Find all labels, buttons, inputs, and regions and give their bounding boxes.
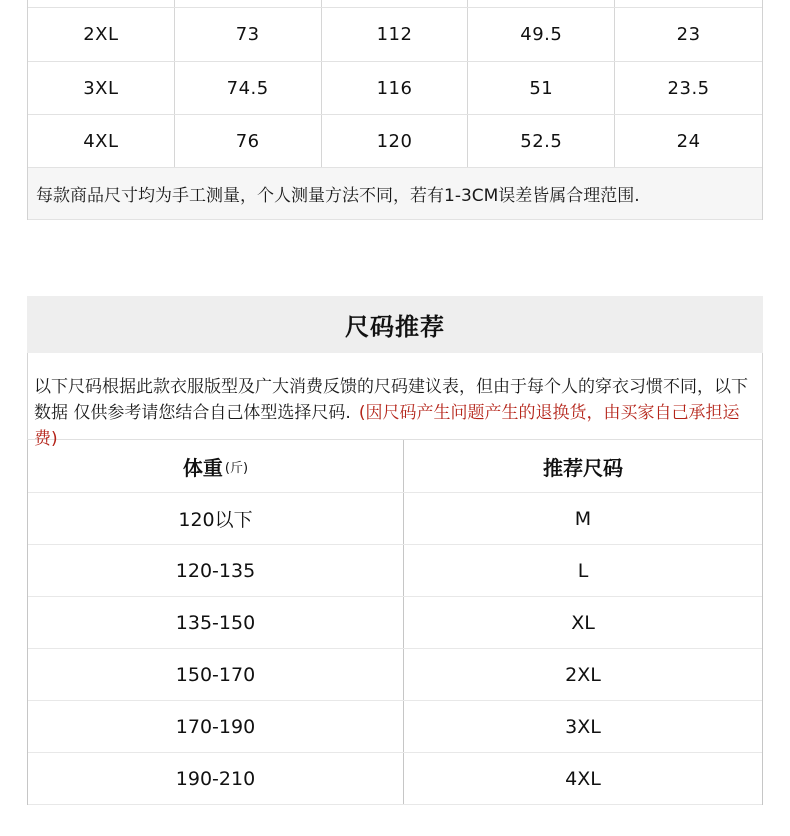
table-cell — [28, 0, 175, 7]
weight-cell: 120-135 — [28, 545, 404, 596]
measure-cell: 74.5 — [175, 62, 322, 114]
weight-unit: (斤) — [224, 460, 249, 476]
table-cell — [175, 0, 322, 7]
measure-cell: 52.5 — [468, 115, 615, 167]
weight-size-header-row — [28, 440, 762, 493]
size-cell: 2XL — [565, 663, 601, 686]
size-cell: 3XL — [565, 715, 601, 738]
size-cell: 4XL — [565, 767, 601, 790]
intro-line2: 仅供参考请您结合自己体型选择尺码. — [73, 403, 351, 423]
measure-cell: 112 — [322, 8, 469, 61]
weight-size-row — [28, 649, 762, 701]
size-cell: M — [574, 507, 592, 530]
size-label-cell: 2XL — [28, 8, 175, 61]
size-recommendation-section — [27, 296, 763, 805]
table-cell — [468, 0, 615, 7]
size-label-cell: 3XL — [28, 62, 175, 114]
table-cell — [322, 0, 469, 7]
measurement-disclaimer — [28, 168, 762, 220]
measurement-disclaimer-text: 每款商品尺寸均为手工测量，个人测量方法不同，若有1-3CM误差皆属合理范围. — [36, 186, 640, 206]
size-cell: L — [577, 559, 589, 582]
measure-cell: 51 — [468, 62, 615, 114]
recommendation-intro — [27, 353, 763, 449]
weight-cell: 135-150 — [28, 597, 404, 648]
table-row — [28, 115, 762, 168]
weight-size-table — [27, 440, 763, 805]
table-row-partial — [28, 0, 762, 8]
measure-cell: 49.5 — [468, 8, 615, 61]
weight-size-row — [28, 545, 762, 597]
weight-size-row — [28, 597, 762, 649]
weight-cell: 170-190 — [28, 701, 404, 752]
measure-cell: 23.5 — [667, 77, 710, 99]
measure-cell: 116 — [322, 62, 469, 114]
measurement-table — [27, 0, 763, 220]
measure-cell: 24 — [676, 130, 701, 152]
weight-size-row — [28, 701, 762, 753]
measure-cell: 120 — [322, 115, 469, 167]
measure-cell: 23 — [676, 24, 701, 45]
size-header-cell: 推荐尺码 — [543, 455, 623, 480]
table-cell — [615, 0, 762, 7]
table-row — [28, 8, 762, 62]
weight-size-row — [28, 493, 762, 545]
measure-cell: 73 — [175, 8, 322, 61]
size-cell: XL — [571, 611, 595, 634]
intro-line1: 以下尺码根据此款衣服版型及广大消费反馈的尺码建议表，但由于每个人的穿衣习惯不同，以下数据 — [34, 377, 748, 423]
weight-label: 体重 — [182, 455, 223, 480]
section-title-text: 尺码推荐 — [345, 313, 445, 341]
weight-size-row — [28, 753, 762, 805]
table-row — [28, 62, 762, 115]
weight-cell: 150-170 — [28, 649, 404, 700]
weight-cell: 190-210 — [28, 753, 404, 804]
measure-cell: 76 — [175, 115, 322, 167]
intro-warning-red: (因尺码产生问题产生的退换货，由买家自己承担运费) — [34, 403, 740, 449]
size-label-cell: 4XL — [28, 115, 175, 167]
weight-cell: 120以下 — [28, 493, 404, 544]
page-content — [27, 0, 763, 805]
weight-header-cell — [28, 440, 404, 492]
section-title — [27, 296, 763, 353]
